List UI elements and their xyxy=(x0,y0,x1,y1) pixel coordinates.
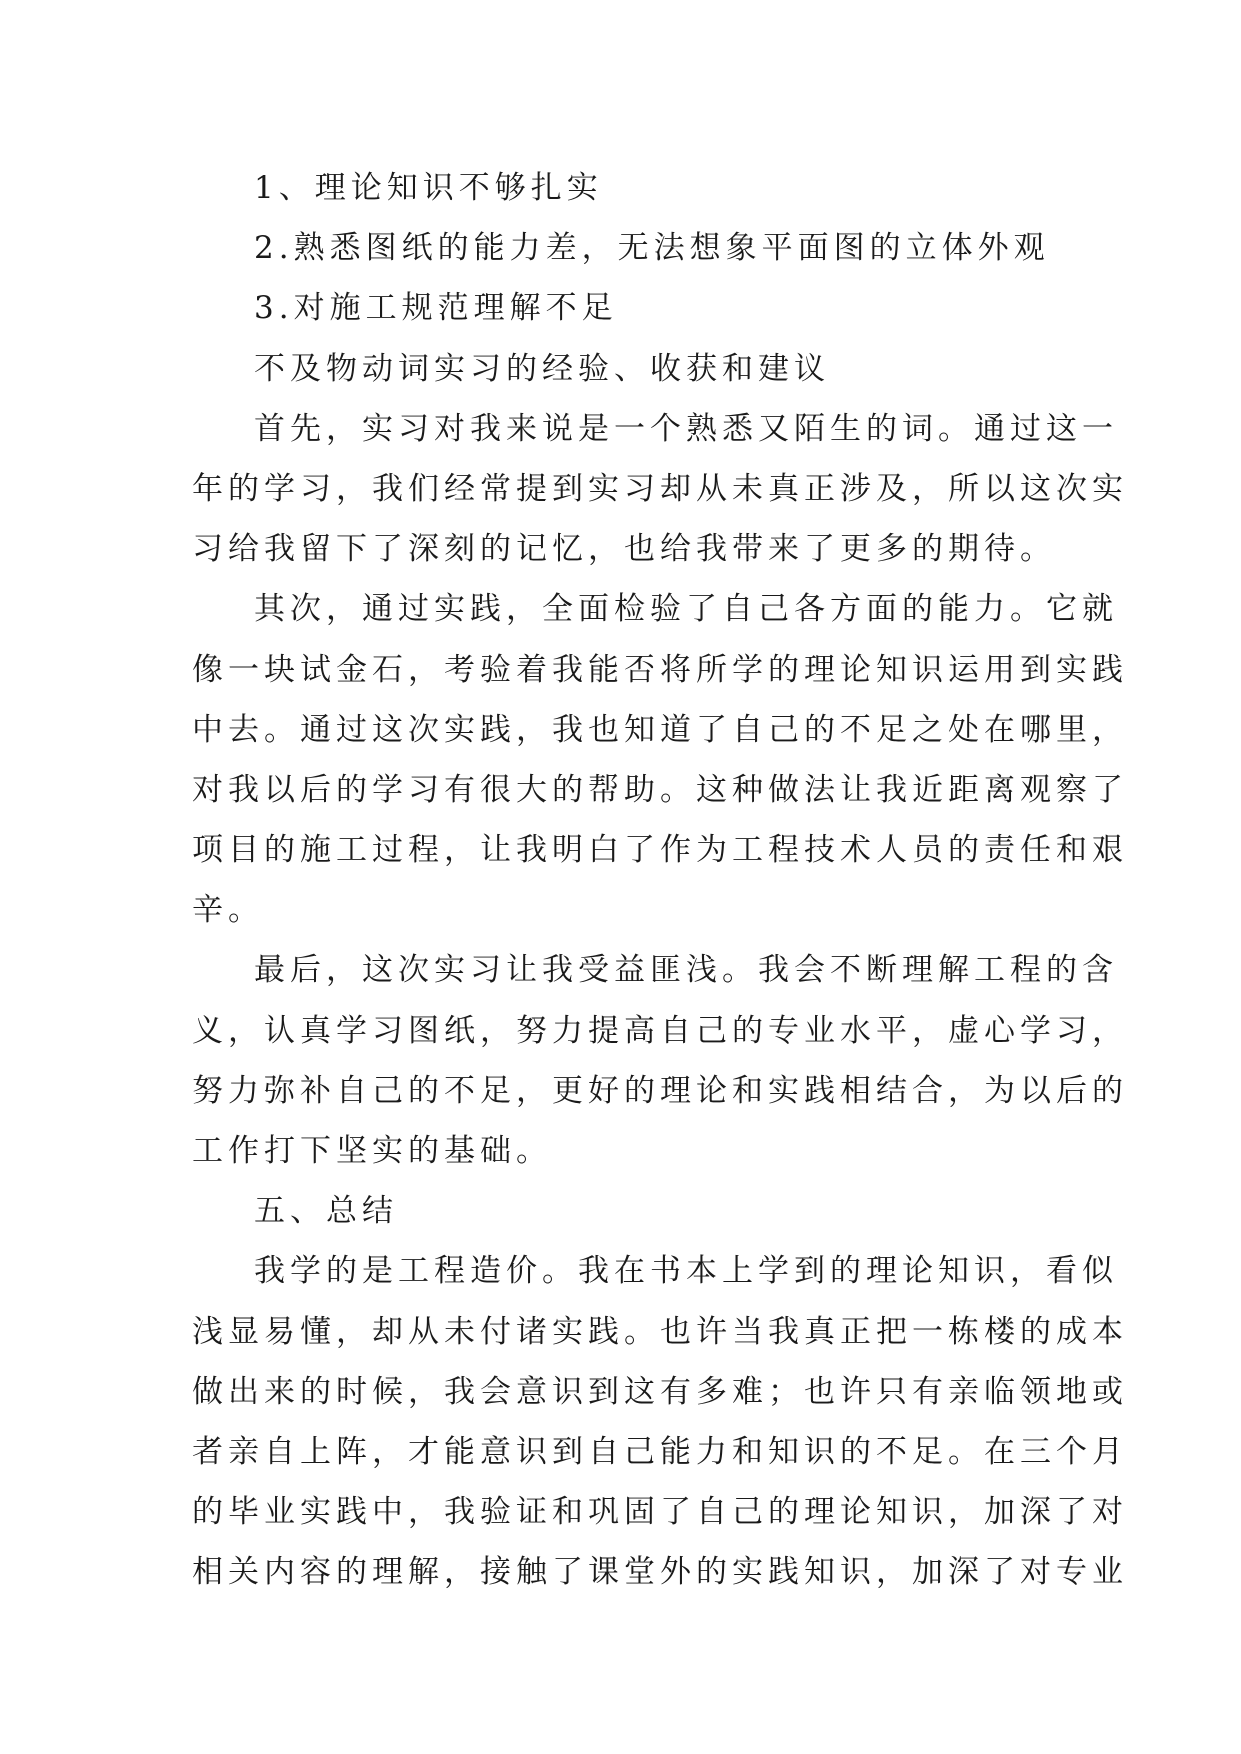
paragraph-line: 者亲自上阵，才能意识到自己能力和知识的不足。在三个月 xyxy=(192,1433,1128,1470)
section-heading: 不及物动词实习的经验、收获和建议 xyxy=(254,350,830,387)
paragraph-line: 努力弥补自己的不足，更好的理论和实践相结合，为以后的 xyxy=(192,1072,1128,1109)
paragraph-line: 辛。 xyxy=(192,892,264,929)
list-item-3: 3.对施工规范理解不足 xyxy=(254,290,618,327)
paragraph-line: 像一块试金石，考验着我能否将所学的理论知识运用到实践 xyxy=(192,651,1128,688)
paragraph-line: 的毕业实践中，我验证和巩固了自己的理论知识，加深了对 xyxy=(192,1494,1128,1531)
paragraph-line: 项目的施工过程，让我明白了作为工程技术人员的责任和艰 xyxy=(192,832,1128,869)
list-item-1: 1、理论知识不够扎实 xyxy=(254,170,603,206)
paragraph-line: 年的学习，我们经常提到实习却从未真正涉及，所以这次实 xyxy=(192,470,1128,507)
paragraph-line: 对我以后的学习有很大的帮助。这种做法让我近距离观察了 xyxy=(192,771,1128,808)
paragraph-line: 浅显易懂，却从未付诸实践。也许当我真正把一栋楼的成本 xyxy=(192,1313,1128,1350)
paragraph-line: 最后，这次实习让我受益匪浅。我会不断理解工程的含 xyxy=(254,952,1118,989)
paragraph-line: 习给我留下了深刻的记忆，也给我带来了更多的期待。 xyxy=(192,531,1056,568)
paragraph-line: 中去。通过这次实践，我也知道了自己的不足之处在哪里， xyxy=(192,711,1128,748)
paragraph-line: 其次，通过实践，全面检验了自己各方面的能力。它就 xyxy=(254,591,1118,628)
document-body xyxy=(192,158,1128,1603)
list-item-2: 2.熟悉图纸的能力差，无法想象平面图的立体外观 xyxy=(254,230,1050,267)
paragraph-line: 我学的是工程造价。我在书本上学到的理论知识，看似 xyxy=(254,1253,1118,1290)
paragraph-line: 首先，实习对我来说是一个熟悉又陌生的词。通过这一 xyxy=(254,410,1118,447)
paragraph-line: 相关内容的理解，接触了课堂外的实践知识，加深了对专业 xyxy=(192,1554,1128,1591)
paragraph-line: 做出来的时候，我会意识到这有多难；也许只有亲临领地或 xyxy=(192,1373,1128,1410)
section-heading: 五、总结 xyxy=(254,1193,398,1230)
paragraph-line: 义，认真学习图纸，努力提高自己的专业水平，虚心学习， xyxy=(192,1012,1128,1049)
paragraph-line: 工作打下坚实的基础。 xyxy=(192,1133,552,1169)
